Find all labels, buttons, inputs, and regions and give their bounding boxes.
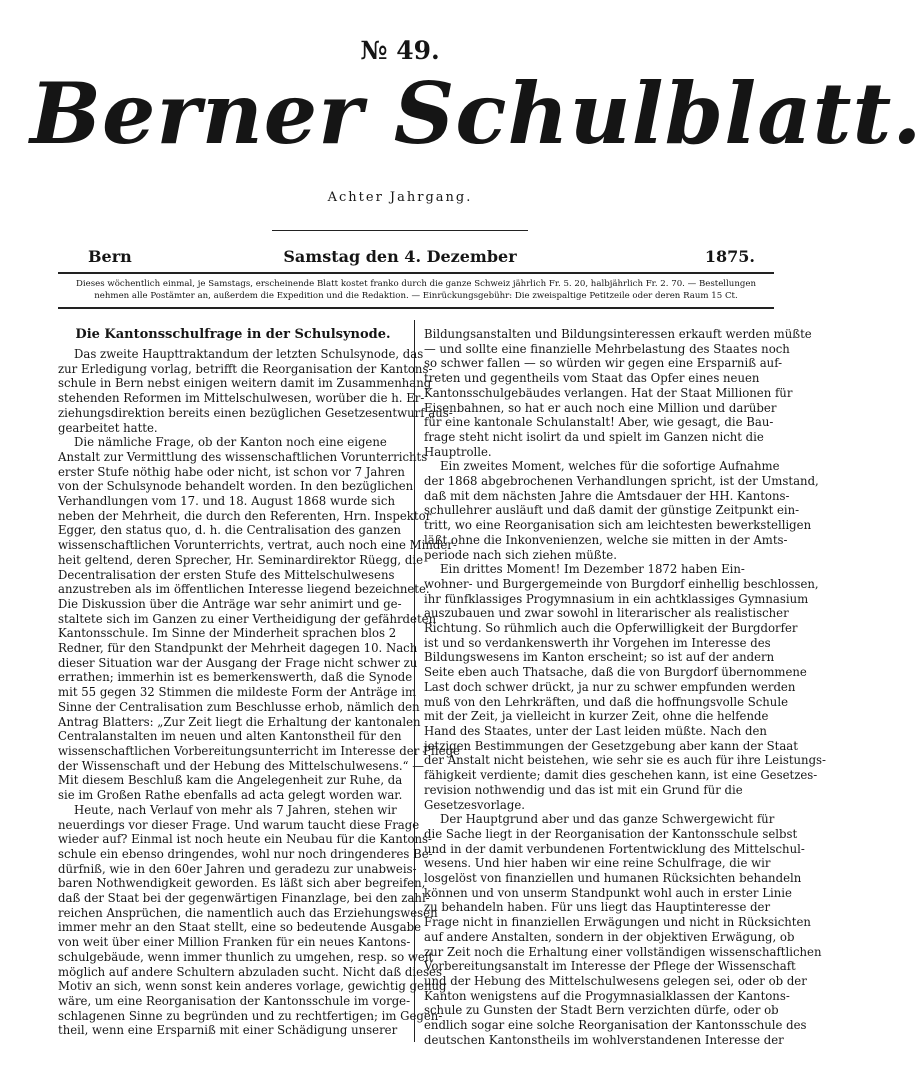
text-line: schullehrer ausläuft und daß damit der günstige Zeitpunkt ein- (424, 503, 800, 518)
text-line: zur Zeit noch die Erhaltung einer vollständigen wissenschaftlichen (424, 944, 822, 959)
text-line: erster Stufe nöthig habe oder nicht, ist schon vor 7 Jahren (58, 464, 405, 479)
text-line: tritt, wo eine Reorganisation sich am leichtesten bewerkstelligen (424, 518, 812, 533)
text-line: Centralanstalten im neuen und alten Kantonstheil für den (58, 729, 402, 744)
text-line: mit der Zeit, ja vielleicht in kurzer Zeit, ohne die helfende (424, 709, 769, 724)
issue-number: № 49. (360, 36, 440, 65)
text-line: schlagenen Sinne zu begründen und zu rechtfertigen; im Gegen- (58, 1008, 443, 1023)
text-line: Egger, den status quo, d. h. die Centralisation des ganzen (58, 523, 402, 538)
text-line: revision nothwendig und das ist mit ein Grund für die (424, 782, 743, 797)
text-line: dürfniß, wie in den 60er Jahren und geradezu zur unabweis- (58, 861, 417, 876)
text-line: mit 55 gegen 32 Stimmen die mildeste Form der Anträge im (58, 685, 417, 700)
text-line: können und von unserm Standpunkt wohl auch in erster Linie (424, 885, 792, 900)
text-line: schulgebäude, wenn immer thunlich zu umgehen, resp. so weit (58, 949, 434, 964)
text-line: ist und so verdankenswerth ihr Vorgehen im Interesse des (424, 635, 771, 650)
text-line: Decentralisation der ersten Stufe des Mittelschulwesens (58, 567, 395, 582)
text-line: Das zweite Haupttraktandum der letzten Schulsynode, das (74, 347, 424, 361)
text-line: Eisenbahnen, so hat er auch noch eine Million und darüber (424, 400, 777, 415)
text-line: auf andere Anstalten, sondern in der objektiven Erwägung, ob (424, 929, 795, 944)
text-line: Redner, für den Standpunkt der Mehrheit dagegen 10. Nach (58, 641, 418, 656)
text-line: Sinne der Centralisation zum Beschlusse erhob, nämlich den (58, 699, 420, 714)
text-line: Mit diesem Beschluß kam die Angelegenheit zur Ruhe, da (58, 773, 403, 788)
text-line: neuerdings vor dieser Frage. Und warum taucht diese Frage (58, 817, 420, 832)
text-line: sie im Großen Rathe ebenfalls ad acta gelegt worden war. (58, 788, 403, 803)
text-line: der Anstalt nicht beistehen, wie sehr sie es auch für ihre Leistungs- (424, 753, 827, 768)
text-line: Frage nicht in finanziellen Erwägungen und nicht in Rücksichten (424, 915, 811, 930)
text-line: wieder auf? Einmal ist noch heute ein Neubau für die Kantons- (58, 832, 432, 847)
title-rule (272, 230, 528, 231)
text-line: anzustreben als im öffentlichen Interesse liegend bezeichnete. (58, 582, 430, 597)
volume-subtitle: Achter Jahrgang. (327, 190, 473, 205)
dateline-year: 1875. (704, 247, 755, 266)
text-line: dieser Situation war der Ausgang der Frage nicht schwer zu (58, 655, 418, 670)
text-line: Die nämliche Frage, ob der Kanton noch eine eigene (74, 435, 387, 450)
text-line: jetzigen Bestimmungen der Gesetzgebung aber kann der Staat (424, 738, 798, 753)
text-line: Antrag Blatters: „Zur Zeit liegt die Erhaltung der kantonalen (58, 714, 421, 729)
article-heading: Die Kantonsschulfrage in der Schulsynode. (75, 327, 391, 342)
text-line: Hand des Staates, unter der Last leiden müßte. Nach den (424, 723, 767, 738)
text-line: ihr fünfklassiges Progymnasium in ein achtklassiges Gymnasium (424, 591, 809, 606)
text-line: schule in Bern nebst einigen weitern damit im Zusammenhang (58, 376, 432, 391)
text-line: stehenden Reformen im Mittelschulwesen, worüber die h. Er- (58, 391, 425, 406)
text-line: zu behandeln haben. Für uns liegt das Hauptinteresse der (424, 900, 771, 915)
text-line: Der Hauptgrund aber und das ganze Schwergewicht für (440, 812, 775, 827)
text-line: heit geltend, deren Sprecher, Hr. Seminardirektor Rüegg, die (58, 552, 424, 567)
text-line: Last doch schwer drückt, ja nur zu schwer empfunden werden (424, 679, 796, 694)
text-line: Verhandlungen vom 17. und 18. August 1868 wurde sich (58, 494, 395, 509)
text-line: und in der damit verbundenen Fortentwicklung des Mittelschul- (424, 841, 805, 856)
text-line: wäre, um eine Reorganisation der Kantonsschule im vorge- (58, 993, 411, 1008)
text-line: wohner- und Burgergemeinde von Burgdorf einhellig beschlossen, (424, 576, 819, 591)
masthead-title: Berner Schulblatt. (30, 64, 923, 163)
text-line: auszubauen und zwar sowohl in literarischer als realistischer (424, 606, 789, 621)
text-line: neben der Mehrheit, die durch den Referenten, Hrn. Inspektor (58, 508, 432, 523)
text-line: der Wissenschaft und der Hebung des Mittelschulwesens.“ — (58, 758, 424, 773)
dateline-date: Samstag den 4. Dezember (283, 247, 517, 266)
text-line: läßt ohne die Inkonvenienzen, welche sie mitten in der Amts- (424, 532, 788, 547)
subscription-notice-line: Dieses wöchentlich einmal, je Samstags, erscheinende Blatt kostet franko durch die ganze Schweiz jährlich Fr. 5. 20, halbjährlich Fr. 2. 70. — Bestellungen (75, 279, 756, 289)
text-line: daß der Staat bei der gegenwärtigen Finanzlage, bei den zahl- (58, 891, 430, 906)
text-line: endlich sogar eine solche Reorganisation der Kantonsschule des (424, 1018, 807, 1033)
text-line: — und sollte eine finanzielle Mehrbelastung des Staates noch (424, 341, 790, 356)
text-line: wissenschaftlichen Vorunterrichts, vertrat, auch noch eine Minder- (58, 538, 457, 553)
text-line: muß von den Lehrkräften, und daß die hoffnungsvolle Schule (424, 694, 788, 709)
text-line: schule zu Gunsten der Stadt Bern verzichten dürfe, oder ob (424, 1003, 779, 1018)
text-line: Bildungswesens im Kanton erscheint; so ist auf der andern (424, 650, 775, 665)
text-line: schule ein ebenso dringendes, wohl nur noch dringenderes Be- (58, 846, 433, 861)
text-line: reichen Ansprüchen, die namentlich auch das Erziehungswesen (58, 905, 438, 920)
text-line: Hauptrolle. (424, 444, 492, 459)
text-line: theil, wenn eine Ersparniß mit einer Schädigung unserer (58, 1023, 398, 1038)
text-line: zur Erledigung vorlag, betrifft die Reorganisation der Kantons- (58, 361, 433, 376)
text-line: für eine kantonale Schulanstalt! Aber, wie gesagt, die Bau- (424, 415, 774, 430)
text-line: periode nach sich ziehen müßte. (424, 547, 617, 562)
text-line: Vorbereitungsanstalt im Interesse der Pflege der Wissenschaft (424, 959, 796, 974)
text-line: und der Hebung des Mittelschulwesens gelegen sei, oder ob der (424, 973, 807, 988)
text-line: daß mit dem nächsten Jahre die Amtsdauer der HH. Kantons- (424, 488, 790, 503)
text-line: Kantonsschulgebäudes verlangen. Hat der Staat Millionen für (424, 385, 793, 400)
text-line: die Sache liegt in der Reorganisation der Kantonsschule selbst (424, 826, 798, 841)
text-line: treten und gegentheils vom Staat das Opfer eines neuen (424, 371, 760, 386)
text-line: von weit über einer Million Franken für ein neues Kantons- (58, 935, 411, 950)
text-line: frage steht nicht isolirt da und spielt im Ganzen nicht die (424, 429, 764, 444)
text-line: deutschen Kantonstheils im wohlverstandenen Interesse der (424, 1032, 784, 1047)
text-line: der 1868 abgebrochenen Verhandlungen spricht, ist der Umstand, (424, 474, 819, 489)
text-line: Kanton wenigstens auf die Progymnasialklassen der Kantons- (424, 988, 790, 1003)
text-line: von der Schulsynode behandelt worden. In den bezüglichen (58, 479, 414, 494)
text-line: möglich auf andere Schultern abzuladen sucht. Nicht daß dieses (58, 964, 442, 979)
text-line: losgelöst von finanziellen und humanen Rücksichten behandeln (424, 871, 802, 886)
text-line: fähigkeit verdiente; damit dies geschehen kann, ist eine Gesetzes- (424, 768, 818, 783)
text-line: wesens. Und hier haben wir eine reine Schulfrage, die wir (424, 856, 771, 871)
text-line: Gesetzesvorlage. (424, 797, 525, 812)
text-line: Anstalt zur Vermittlung des wissenschaftlichen Vorunterrichts (58, 449, 428, 464)
text-line: gearbeitet hatte. (58, 420, 158, 435)
text-line: errathen; immerhin ist es bemerkenswerth, daß die Synode (58, 670, 413, 685)
text-line: Seite eben auch Thatsache, daß die von Burgdorf übernommene (424, 665, 807, 680)
article-column-right (424, 327, 827, 1047)
text-line: Bildungsanstalten und Bildungsinteressen erkauft werden müßte (424, 327, 812, 341)
text-line: Die Diskussion über die Anträge war sehr animirt und ge- (58, 596, 402, 611)
text-line: Motiv an sich, wenn sonst kein anderes vorlage, gewichtig genug (58, 979, 447, 994)
text-line: so schwer fallen — so würden wir gegen eine Ersparniß auf- (424, 356, 783, 371)
text-line: wissenschaftlichen Vorbereitungsunterricht im Interesse der Pflege (58, 743, 460, 758)
text-line: ziehungsdirektion bereits einen bezüglichen Gesetzesentwurf aus- (58, 405, 453, 420)
text-line: immer mehr an den Staat stellt, eine so bedeutende Ausgabe (58, 920, 422, 935)
article-body-right (424, 327, 827, 1047)
text-line: Richtung. So rühmlich auch die Opferwilligkeit der Burgdorfer (424, 621, 798, 636)
subscription-notice-line: nehmen alle Postämter an, außerdem die Expedition und die Redaktion. — Einrückungsgebühr: Die zweispaltige Petitzeile oder deren Raum 15 Ct. (94, 291, 738, 301)
text-line: Ein drittes Moment! Im Dezember 1872 haben Ein- (440, 562, 745, 577)
text-line: baren Nothwendigkeit geworden. Es läßt sich aber begreifen, (58, 876, 426, 891)
text-line: Kantonsschule. Im Sinne der Minderheit sprachen blos 2 (58, 626, 397, 641)
text-line: Heute, nach Verlauf von mehr als 7 Jahren, stehen wir (74, 802, 397, 817)
text-line: staltete sich im Ganzen zu einer Vertheidigung der gefährdeten (58, 611, 437, 626)
dateline-place: Bern (88, 247, 132, 266)
text-line: Ein zweites Moment, welches für die sofortige Aufnahme (440, 459, 780, 474)
